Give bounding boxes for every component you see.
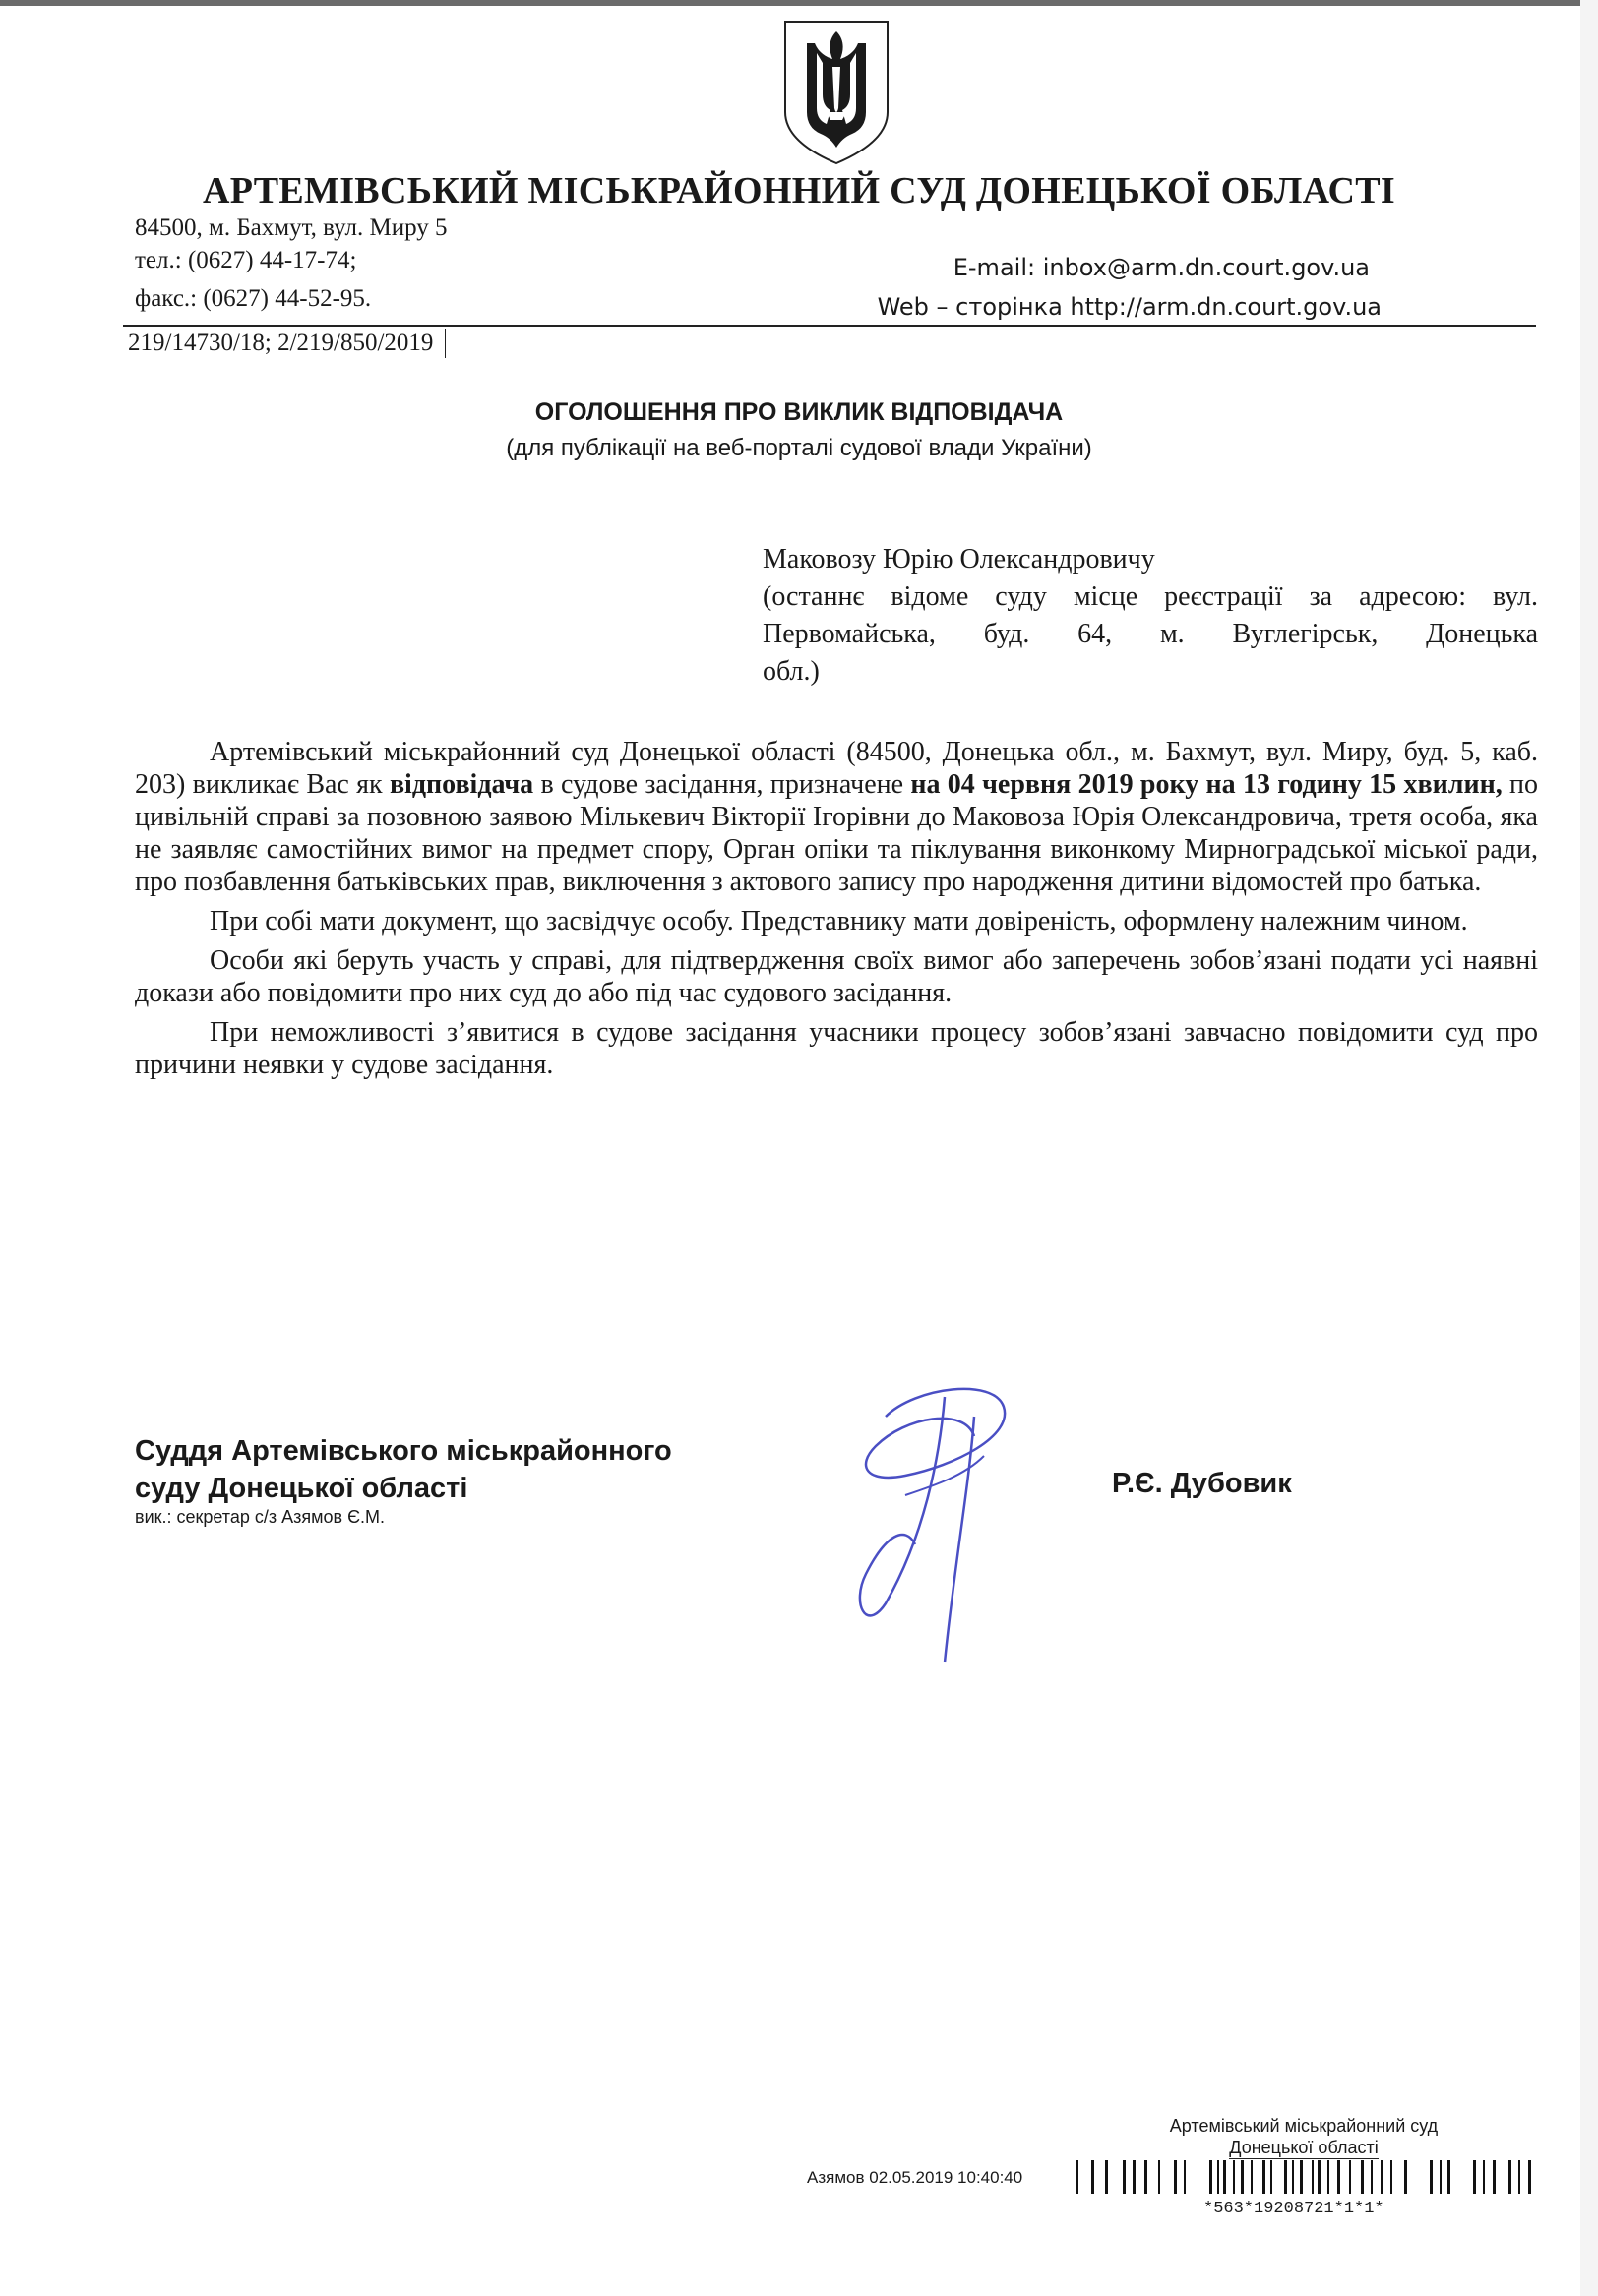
body-text-run: в судове засідання, призначене [533,769,911,800]
judge-title [135,1432,672,1507]
barcode [1076,2160,1535,2194]
body-paragraph [135,736,1538,898]
registration-stamp-court [1156,2115,1451,2159]
handwritten-signature [846,1377,1023,1672]
body-text-run: по цивільній справі за позовною заявою Мількевич Вікторії Ігорівни до Маковоза Юрія Олександровича, третя особа, яка не заявляє самостійних вимог на предмет спору, Орган опіки та піклування виконкому Мирноградської міської ради, про позбавлення батьківських прав, виключення з актового запису про народження дитини відомостей про батька. [135,769,1539,897]
court-fax: факс.: (0627) 44-52-95. [135,285,372,312]
header-divider [123,325,1536,327]
scan-edge-right [1580,0,1598,2296]
court-phone: тел.: (0627) 44-17-74; [135,247,357,273]
registration-timestamp: Азямов 02.05.2019 10:40:40 [807,2168,1023,2187]
addressee-address-line: обл.) [763,656,820,687]
hearing-date: на 04 червня 2019 року на 13 годину 15 хвилин, [910,769,1503,800]
clerk-note: вик.: секретар с/з Азямов Є.М. [135,1507,386,1527]
notice-body [135,736,1538,1088]
stamp-court-line: Артемівський міськрайонний суд [1169,2116,1439,2136]
case-numbers: 219/14730/18; 2/219/850/2019 [128,329,446,358]
addressee-address-line: (останнє відоме суду місце реєстрації за адресою: вул. [763,581,1538,612]
addressee-address-line: Первомайська, буд. 64, м. Вуглегірськ, Донецька [763,619,1538,649]
court-email: E-mail: inbox@arm.dn.court.gov.ua [953,254,1370,281]
body-paragraph: При собі мати документ, що засвідчує особу. Представнику мати довіреність, оформлену належним чином. [210,906,1468,937]
stamp-court-line: Донецької області [1229,2138,1379,2157]
court-title: АРТЕМІВСЬКИЙ МІСЬКРАЙОННИЙ СУД ДОНЕЦЬКОЇ ОБЛАСТІ [203,170,1395,211]
scan-edge-top [0,0,1598,6]
court-website: Web – сторінка http://arm.dn.court.gov.ua [877,293,1382,321]
body-paragraph: При неможливості з’явитися в судове засідання учасники процесу зобов’язані завчасно повідомити суд про причини неявки у судове засідання. [135,1017,1538,1080]
judge-title-line: суду Донецької області [135,1473,468,1504]
addressee-name: Маковозу Юрію Олександровичу [763,544,1155,574]
coat-of-arms-icon [777,18,895,167]
barcode-number: *563*19208721*1*1* [1203,2200,1384,2218]
notice-subtitle: (для публікації на веб-порталі судової влади України) [506,435,1092,461]
body-bold-run: відповідача [389,769,534,800]
judge-name: Р.Є. Дубовик [1112,1468,1292,1499]
notice-title: ОГОЛОШЕННЯ ПРО ВИКЛИК ВІДПОВІДАЧА [534,398,1064,426]
body-paragraph: Особи які беруть участь у справі, для підтвердження своїх вимог або заперечень зобов’язані подати усі наявні докази або повідомити про них суд до або під час судового засідання. [135,945,1538,1008]
addressee-block [763,541,1538,691]
body-text-run: Артемівський міськрайонний суд Донецької області (84500, Донецька обл., м. Бахмут, вул. Миру, буд. 5, каб. 203) викликає Вас як [135,737,1538,800]
court-address: 84500, м. Бахмут, вул. Миру 5 [135,214,448,241]
judge-title-line: Суддя Артемівського міськрайонного [135,1435,672,1467]
